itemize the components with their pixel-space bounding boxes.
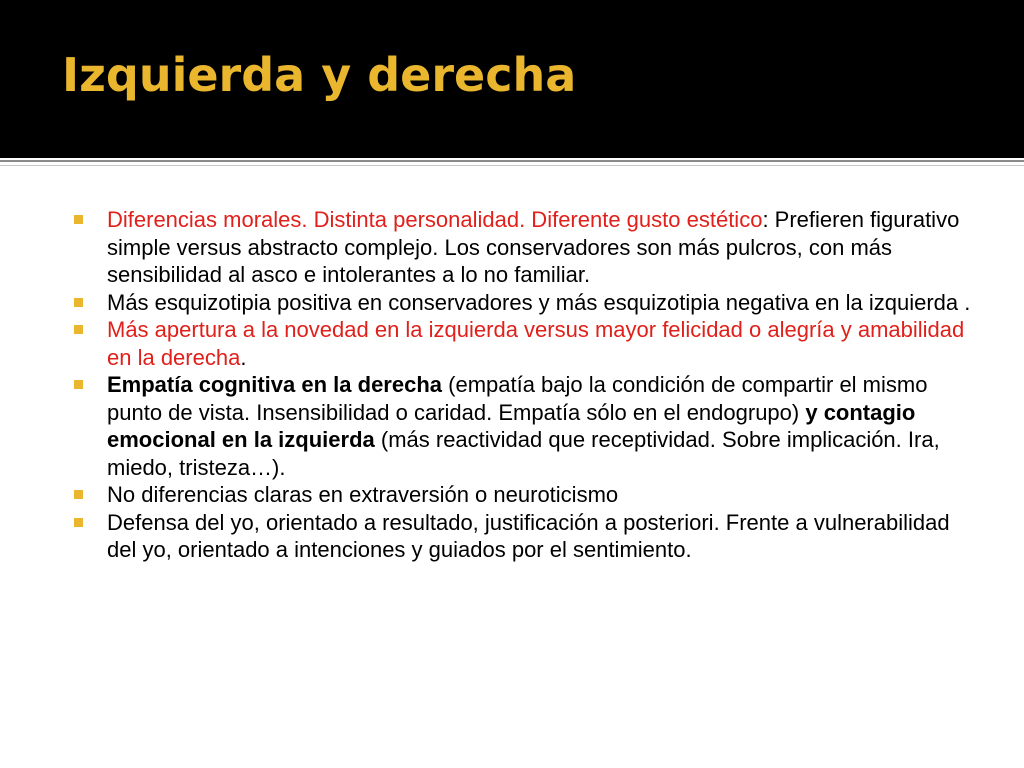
bullet-6-text: Defensa del yo, orientado a resultado, justificación a posteriori. Frente a vulnerabilidad del yo, orientado a intenciones y guiados por el sentimiento. <box>107 509 950 562</box>
bullet-2-text: Más esquizotipia positiva en conservadores y más esquizotipia negativa en la izquierda . <box>107 289 971 315</box>
bullet-5-text: No diferencias claras en extraversión o neuroticismo <box>107 482 619 507</box>
bullet-item-6 <box>72 509 972 564</box>
square-bullet-icon <box>74 380 83 389</box>
bullet-item-4 <box>72 371 972 481</box>
square-bullet-icon <box>74 298 83 307</box>
bullet-item-1 <box>72 206 972 289</box>
title-divider-line-thin <box>0 165 1024 166</box>
bullet-1-highlight: Diferencias morales. Distinta personalidad. Diferente gusto estético <box>107 207 763 232</box>
bullet-3-text: . <box>240 344 247 370</box>
square-bullet-icon <box>74 518 83 527</box>
bullet-1-text: : Prefieren figurativo simple versus abstracto complejo. Los conservadores son más pulcros, con más sensibilidad al asco e intolerantes a lo no familiar. <box>107 207 960 287</box>
bullet-4-bold-b: y contagio emocional en la izquierda <box>107 399 916 452</box>
bullet-4-text-b: (más reactividad que receptividad. Sobre implicación. Ira, miedo, tristeza…). <box>107 427 940 480</box>
title-divider-line <box>0 160 1024 162</box>
title-bar <box>0 0 1024 158</box>
square-bullet-icon <box>74 325 83 334</box>
bullet-4-bold-a: Empatía cognitiva en la derecha <box>107 372 443 397</box>
bullet-4-text-a: (empatía bajo la condición de compartir el mismo punto de vista. Insensibilidad o caridad. Empatía sólo en el endogrupo) <box>107 372 928 425</box>
square-bullet-icon <box>74 215 83 224</box>
square-bullet-icon <box>74 490 83 499</box>
bullet-item-2 <box>72 289 972 317</box>
bullet-3-highlight: Más apertura a la novedad en la izquierda versus mayor felicidad o alegría y amabilidad en la derecha <box>107 317 965 370</box>
bullet-item-3 <box>72 316 972 371</box>
bullet-item-5 <box>72 481 972 509</box>
slide-title: Izquierda y derecha <box>62 48 577 102</box>
bullet-list <box>72 206 972 564</box>
